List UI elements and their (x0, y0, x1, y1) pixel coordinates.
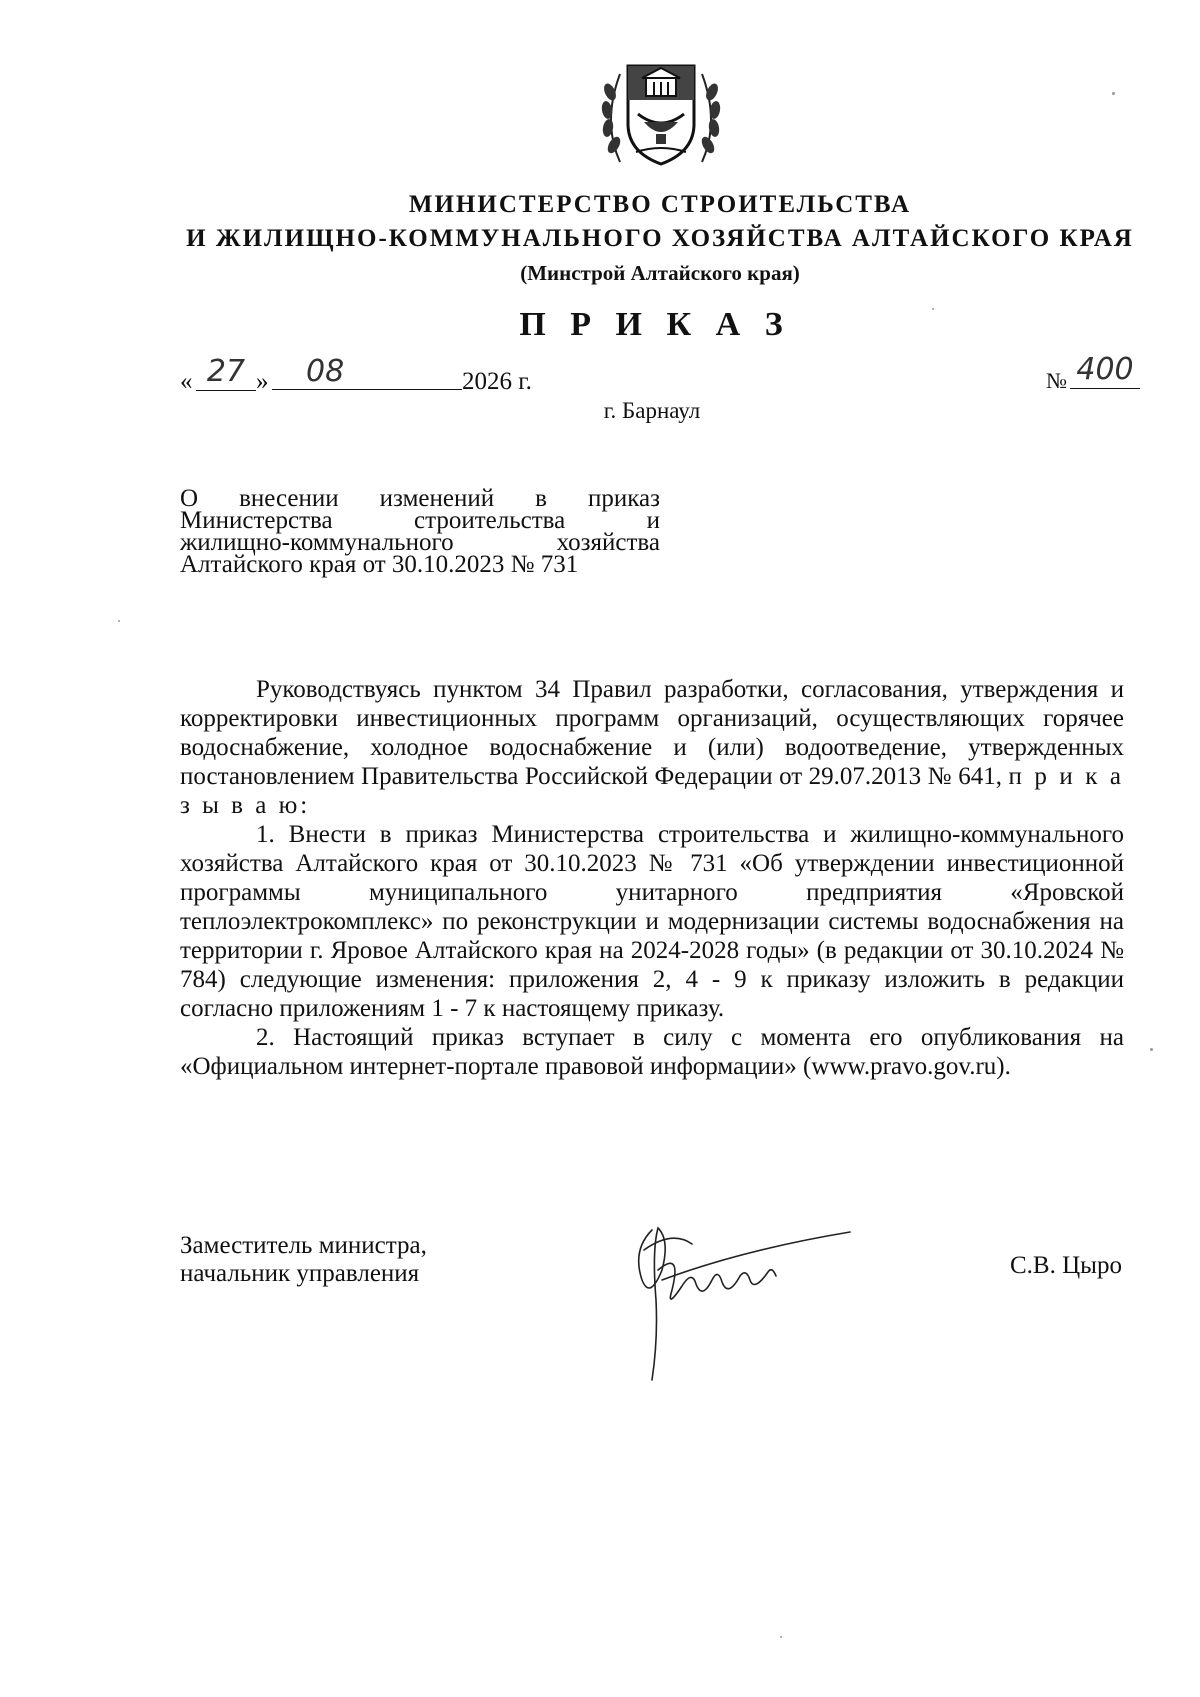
document-subject (180, 485, 660, 578)
scan-speck (1150, 1048, 1153, 1051)
preamble-text: Руководствуясь пунктом 34 Правил разработки, согласования, утверждения и корректировки инвестиционных программ организаций, осуществляющих горячее водоснабжение, холодное водоснабжение и (или) водоотведение, утвержденных постановлением Правительства Российской Федерации от 29.07.2013 № 641, (180, 676, 1124, 790)
coat-of-arms-emblem (598, 52, 724, 178)
preamble-paragraph (180, 675, 1124, 820)
subject-line-1: О внесении изменений в приказ (180, 485, 660, 512)
position-line-2: начальник управления (180, 1260, 420, 1287)
ministry-name-line2: И ЖИЛИЩНО-КОММУНАЛЬНОГО ХОЗЯЙСТВА АЛТАЙСКОГО КРАЯ (186, 225, 1134, 252)
subject-line-2: Министерства строительства и (180, 507, 660, 534)
scan-speck (780, 1636, 782, 1638)
document-body (180, 675, 1124, 1081)
handwritten-signature (622, 1210, 862, 1400)
scan-speck (1112, 92, 1115, 95)
document-number (1046, 352, 1166, 398)
ministry-header (0, 188, 1200, 288)
item-2-paragraph: 2. Настоящий приказ вступает в силу с момента его опубликования на «Официальном интернет-портале правовой информации» (www.pravo.gov.ru). (180, 1024, 1124, 1080)
date-year: 2026 г. (462, 368, 532, 395)
document-type-title: П Р И К А З (519, 306, 791, 343)
position-line-1: Заместитель министра, (180, 1232, 427, 1259)
signer-name: С.В. Цыро (1010, 1252, 1122, 1279)
signatory-position (180, 1232, 427, 1288)
ministry-name-line1: МИНИСТЕРСТВО СТРОИТЕЛЬСТВА (408, 191, 912, 218)
scan-speck (932, 308, 934, 310)
scan-speck (118, 620, 120, 622)
order-word: п р и к а з ы в а ю: (180, 763, 1125, 819)
ministry-short-name: (Минстрой Алтайского края) (520, 261, 800, 285)
number-sign: № (1046, 368, 1067, 393)
subject-line-3: жилищно-коммунального хозяйства (180, 529, 660, 556)
quote-close: » (256, 368, 269, 395)
document-city: г. Барнаул (603, 398, 701, 423)
date-month-handwritten: 08 (272, 354, 462, 390)
subject-line-4: Алтайского края от 30.10.2023 № 731 (180, 551, 579, 578)
document-number-handwritten: 400 (1070, 352, 1140, 389)
item-1-paragraph: 1. Внести в приказ Министерства строительства и жилищно-коммунального хозяйства Алтайского края от 30.10.2023 № 731 «Об утверждении инвестиционной программы муниципального унитарного предприятия «Яровской теплоэлектрокомплекс» по реконструкции и модернизации системы водоснабжения на территории г. Яровое Алтайского края на 2024-2028 годы» (в редакции от 30.10.2024 № 784) следующие изменения: приложения 2, 4 - 9 к приказу изложить в редакции согласно приложениям 1 - 7 к настоящему приказу. (180, 821, 1124, 1022)
quote-open: « (180, 368, 193, 395)
date-day-handwritten: 27 (196, 354, 256, 391)
